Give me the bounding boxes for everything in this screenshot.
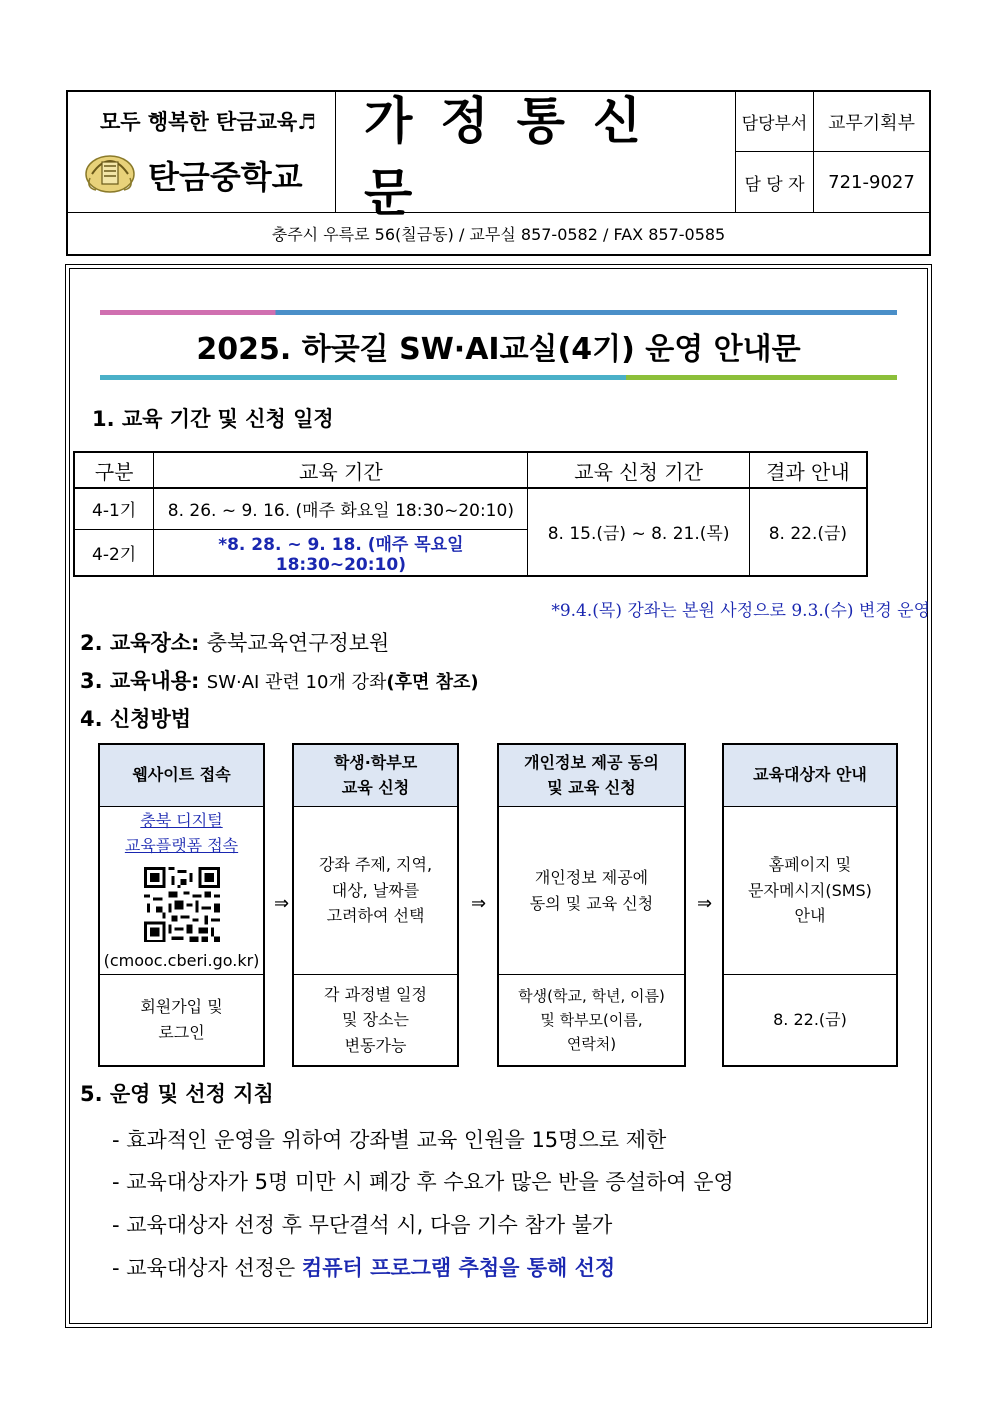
group-cell: 4-1기 (74, 488, 154, 529)
guideline-item: - 효과적인 운영을 위하여 강좌별 교육 인원을 15명으로 제한 (112, 1128, 667, 1152)
col-header: 교육 신청 기간 (528, 452, 749, 488)
qr-code-icon[interactable] (139, 867, 225, 943)
col-header: 구분 (74, 452, 154, 488)
step-middle (100, 807, 263, 975)
section2-value: 충북교육연구정보원 (206, 631, 390, 655)
section3-suffix: (후면 참조) (386, 672, 479, 693)
newsletter-title: 가정통신문 (336, 92, 736, 213)
step-head: 교육대상자 안내 (724, 745, 896, 807)
dept-row (736, 92, 929, 152)
section2 (80, 627, 389, 657)
title-bar-top (100, 310, 897, 315)
step-middle: 홈페이지 및 문자메시지(SMS) 안내 (724, 807, 896, 975)
guideline-prefix: - 교육대상자 선정은 (112, 1256, 302, 1280)
step-head: 학생·학부모 교육 신청 (294, 745, 457, 807)
flow-arrow-icon: ⇒ (274, 893, 290, 914)
header-top-row (68, 90, 929, 222)
col-header: 결과 안내 (749, 452, 867, 488)
schedule-table (73, 451, 868, 577)
flow-arrow-icon: ⇒ (697, 893, 713, 914)
result-date-cell: 8. 22.(금) (749, 488, 867, 576)
newsletter-header (66, 90, 931, 256)
school-name: 탄금중학교 (148, 158, 303, 196)
section4-heading: 4. 신청방법 (80, 707, 192, 731)
section2-heading: 2. 교육장소: (80, 631, 200, 655)
dept-value: 교무기획부 (828, 112, 915, 134)
apply-period-cell: 8. 15.(금) ~ 8. 21.(목) (528, 488, 749, 576)
platform-url: (cmooc.cberi.go.kr) (103, 951, 260, 971)
period-cell: *8. 28. ~ 9. 18. (매주 목요일 18:30~20:10) (154, 529, 528, 576)
col-header: 교육 기간 (154, 452, 528, 488)
guideline-item: - 교육대상자 선정 후 무단결석 시, 다음 기수 참가 불가 (112, 1213, 613, 1237)
table-row (74, 488, 867, 529)
contact-label: 담 당 자 (736, 152, 814, 213)
step-head: 개인정보 제공 동의 및 교육 신청 (499, 745, 684, 807)
guideline-item (112, 1252, 615, 1282)
step-bottom: 8. 22.(금) (773, 1010, 847, 1030)
step-middle: 강좌 주제, 지역, 대상, 날짜를 고려하여 선택 (294, 807, 457, 975)
step-apply (292, 743, 459, 1067)
platform-link[interactable]: 충북 디지털 교육플랫폼 접속 (124, 811, 239, 855)
contact-row (736, 152, 929, 213)
title-bar-bottom (100, 375, 897, 380)
step-bottom: 회원가입 및 로그인 (140, 997, 223, 1042)
section1-heading: 1. 교육 기간 및 신청 일정 (92, 407, 334, 431)
step-notice (722, 743, 898, 1067)
step-head: 웹사이트 접속 (100, 745, 263, 807)
table-header-row (74, 452, 867, 488)
section5-heading: 5. 운영 및 선정 지침 (80, 1082, 274, 1106)
period-cell: 8. 26. ~ 9. 16. (매주 화요일 18:30~20:10) (154, 488, 528, 529)
document-title: 2025. 하곶길 SW·AI교실(4기) 운영 안내문 (196, 332, 801, 367)
schedule-note: *9.4.(목) 강좌는 본원 사정으로 9.3.(수) 변경 운영 (551, 601, 930, 621)
step-website (98, 743, 265, 1067)
contact-info (736, 92, 929, 213)
step-middle: 개인정보 제공에 동의 및 교육 신청 (499, 807, 684, 975)
guideline-item: - 교육대상자가 5명 미만 시 폐강 후 수요가 많은 반을 증설하여 운영 (112, 1170, 734, 1194)
step-consent (497, 743, 686, 1067)
dept-label: 담당부서 (736, 92, 814, 151)
school-branding (68, 92, 336, 213)
contact-value: 721-9027 (828, 172, 915, 193)
school-address: 충주시 우륵로 56(칠금동) / 교무실 857-0582 / FAX 857-0585 (271, 225, 726, 244)
section3-value: SW·AI 관련 10개 강좌 (206, 672, 387, 693)
group-cell: 4-2기 (74, 529, 154, 576)
step-bottom: 각 과정별 일정 및 장소는 변동가능 (324, 984, 427, 1055)
flow-arrow-icon: ⇒ (471, 893, 487, 914)
step-bottom: 학생(학교, 학년, 이름) 및 학부모(이름, 연락처) (518, 987, 665, 1053)
school-slogan: 모두 행복한 탄금교육♬ (100, 110, 317, 134)
guideline-highlight: 컴퓨터 프로그램 추첨을 통해 선정 (301, 1256, 616, 1280)
school-emblem-icon (82, 144, 138, 196)
section3 (80, 665, 479, 695)
section3-heading: 3. 교육내용: (80, 669, 200, 693)
